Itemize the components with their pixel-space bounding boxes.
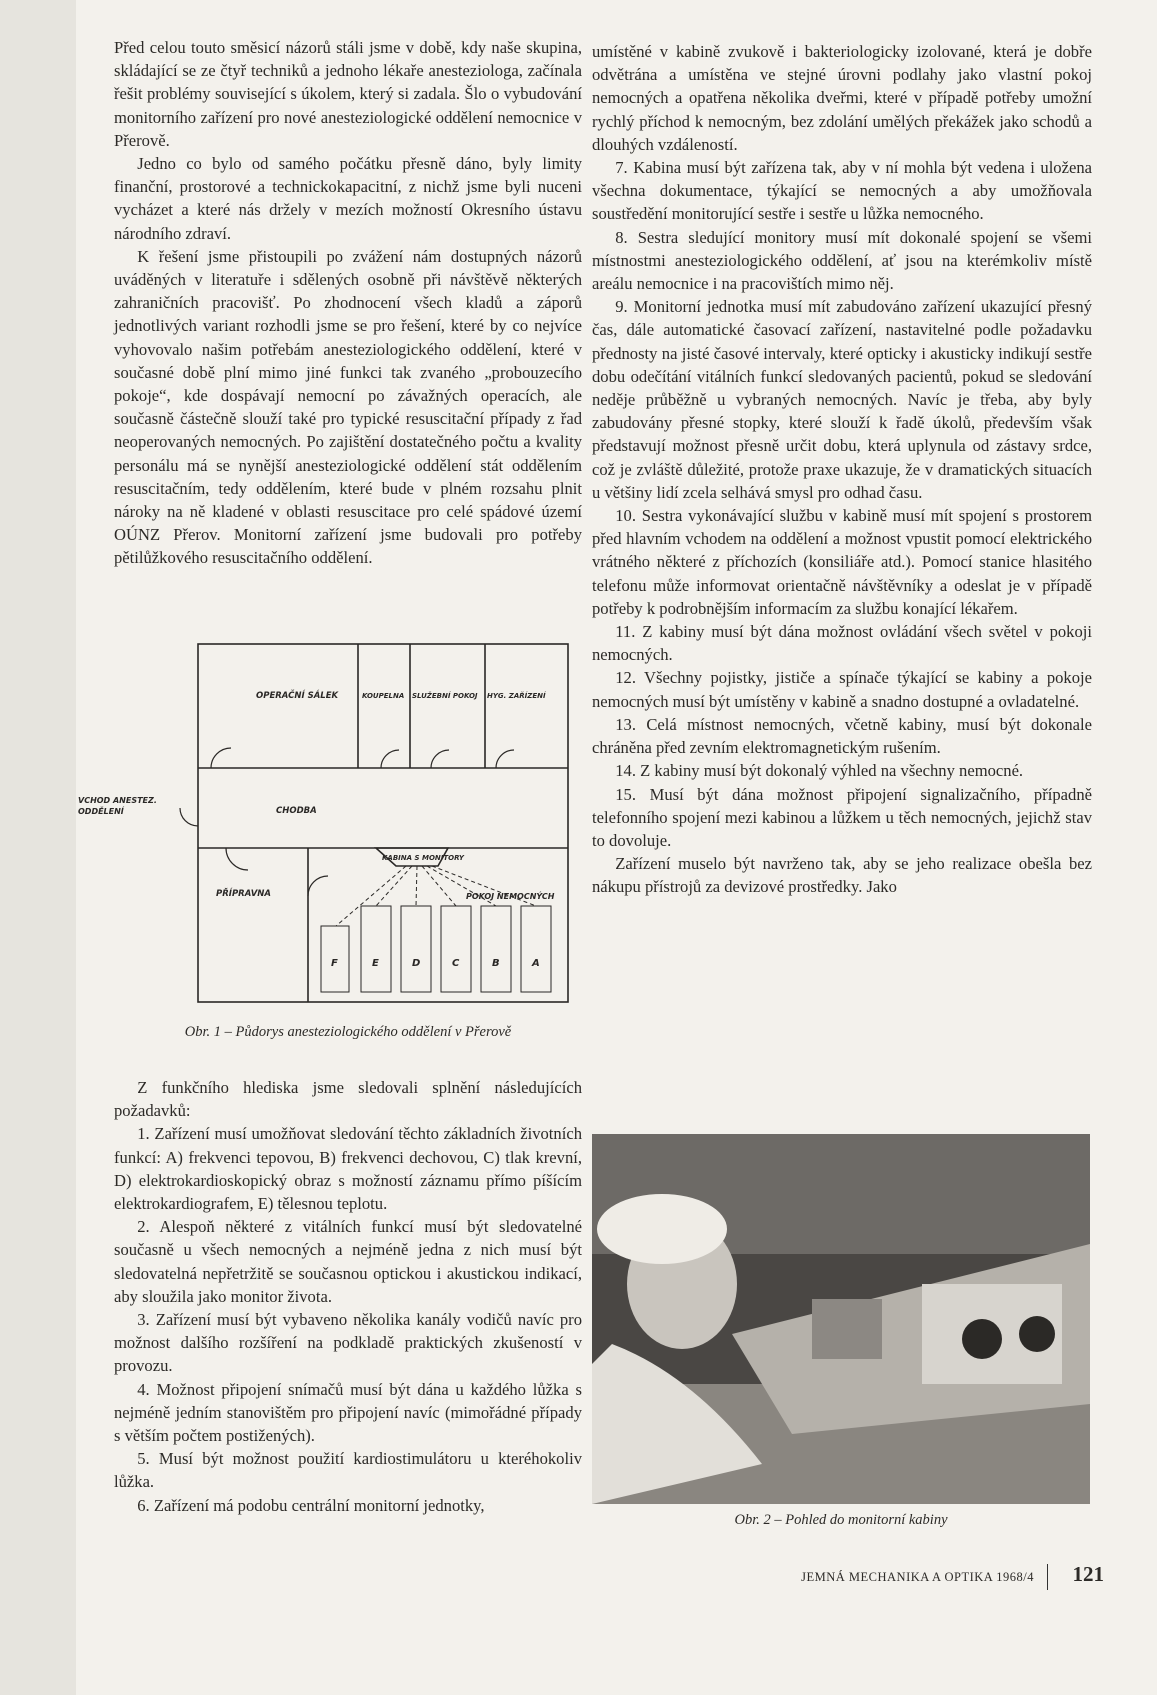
figure2-caption: Obr. 2 – Pohled do monitorní kabiny (734, 1512, 948, 1528)
paragraph: 11. Z kabiny musí být dána možnost ovládání všech světel v pokoji nemocných. (592, 622, 1092, 665)
label-entrance-2: ODDĚLENÍ (78, 807, 124, 816)
paragraph: 8. Sestra sledující monitory musí mít dokonalé spojení se všemi místnostmi anesteziologického oddělení, ať jsou na kterémkoliv místě areálu nemocnice i na pracovištích mimo něj. (592, 227, 1092, 294)
bed-label: E (372, 958, 379, 969)
label-patient-room: POKOJ NEMOCNÝCH (466, 892, 555, 901)
label-prep-room: PŘÍPRAVNA (216, 889, 271, 899)
label-cabin: KABINA S MONITORY (382, 854, 464, 862)
label-entrance: VCHOD ANESTEZ. (78, 796, 157, 805)
paragraph: 4. Možnost připojení snímačů musí být dána u každého lůžka s nejméně jedním stanovištěm pro připojení navíc (mimořádné případy s větším počtem postižených). (114, 1379, 582, 1446)
left-column-text (114, 36, 582, 570)
paragraph: Jedno co bylo od samého počátku přesně dáno, byly limity finanční, prostorové a technickokapacitní, z nichž jsme byli nuceni vycházet a které nás držely v mezích možností Okresního ústavu národního zdraví. (114, 154, 582, 243)
label-corridor: CHODBA (276, 806, 317, 816)
paragraph: 9. Monitorní jednotka musí mít zabudováno zařízení ukazující přesný čas, dále automatické časovací zařízení, nastavitelné podle požadavku přednosty na jisté časové intervaly, které opticky i akusticky indikují sestře dobu odečítání vitálních funkcí sledovaných pacientů, pokud se sledování neděje průběžně u vybraných nemocných. Navíc je třeba, aby byly zabudovány přesné stopky, které slouží k řadě úkolů, především však představují možnost přesně určit dobu, která uplynula od zástavy srdce, což je zvláště důležité, protože praxe ukazuje, že v dramatických situacích u většiny lidí zcela selhává smysl pro odhad času. (592, 297, 1092, 502)
paragraph: 7. Kabina musí být zařízena tak, aby v ní mohla být vedena i uložena všechna dokumentace, týkající se nemocných a aby umožňovala soustředění monitorující sestře i sestře u lůžka nemocného. (592, 158, 1092, 224)
footer-divider (1047, 1564, 1048, 1590)
floor-plan-drawing (76, 636, 582, 1028)
paragraph: 14. Z kabiny musí být dokonalý výhled na všechny nemocné. (615, 761, 1024, 781)
paragraph: 15. Musí být dána možnost připojení signalizačního, případně telefonního spojení mezi kabinou a lůžkem u těch nemocných, jejichž stav to dovoluje. (592, 784, 1092, 850)
label-hygiene: HYG. ZAŘÍZENÍ (487, 692, 546, 700)
paragraph: 13. Celá místnost nemocných, včetně kabiny, musí být dokonale chráněna před zevním elektromagnetickým rušením. (592, 714, 1092, 758)
page-footer (684, 1562, 1104, 1592)
paragraph: 2. Alespoň některé z vitálních funkcí musí být sledovatelné současně u všech nemocných a nejméně jedna z nich musí být sledovatelná nepřetržitě se současnou optickou i akustickou indikací, aby sloužila jako monitor života. (114, 1217, 582, 1306)
bed-label: C (452, 958, 460, 969)
label-operating-room: OPERAČNÍ SÁLEK (256, 691, 339, 701)
paragraph: Zařízení muselo být navrženo tak, aby se jeho realizace obešla bez nákupu přístrojů za devizové prostředky. Jako (592, 854, 1092, 897)
right-column-text (592, 40, 1092, 899)
paragraph: Z funkčního hlediska jsme sledovali splnění následujících požadavků: (114, 1078, 582, 1121)
paragraph: 10. Sestra vykonávající službu v kabině musí mít spojení s prostorem před hlavním vchodem na oddělení a možnost vpustit pomocí elektrického vrátného některé z příchozích (konsiliáře atd.). Pomocí stanice hlasitého telefonu může informovat orientačně návštěvníky a odeslat je v případě potřeby k podrobnějším informacím za službu konající lékařem. (592, 506, 1092, 618)
paragraph: 12. Všechny pojistky, jističe a spínače týkající se kabiny a pokoje nemocných musí být umístěny v kabině a snadno dostupné a ovladatelné. (592, 668, 1092, 711)
bed-label: B (492, 958, 500, 969)
paragraph: Před celou touto směsicí názorů stáli jsme v době, kdy naše skupina, skládající se ze čtyř techniků a jednoho lékaře anesteziologa, začínala řešit problémy související s úkolem, který si zadala. Šlo o vybudování monitorního zařízení pro nové anesteziologické oddělení nemocnice v Přerově. (114, 38, 582, 150)
bed-label: F (331, 958, 338, 969)
paragraph: 3. Zařízení musí být vybaveno několika kanály vodičů navíc pro možnost dalšího rozšíření na podkladě praktických zkušeností v provozu. (114, 1310, 582, 1376)
left-column-requirements (114, 1076, 582, 1517)
journal-name: JEMNÁ MECHANIKA A OPTIKA 1968/4 (801, 1570, 1034, 1584)
floor-plan-figure (76, 636, 582, 1028)
figure1-caption: Obr. 1 – Půdorys anesteziologického oddělení v Přerově (184, 1024, 512, 1040)
paragraph: K řešení jsme přistoupili po zvážení nám dostupných názorů uváděných v literatuře i sdělených osobně při návštěvě některých zahraničních pracovišť. Po zhodnocení všech kladů a záporů jednotlivých variant rozhodli jsme se pro řešení, které by co nejvíce vyhovovalo našim potřebám anesteziologického oddělení, které v současné době plní mimo jiné funkci tak zvaného „probouzecího pokoje“, kde dospávají nemocní po závažných operacích, ale současně částečně slouží také pro typické resuscitační případy z řad neoperovaných nemocných. Po zajištění dostatečného počtu a kvality personálu má se nynější anesteziologické oddělení stát oddělením resuscitačním, tedy oddělením, které bude v plném rozsahu plnit nároky na ně kladené v oblasti resuscitace pro celé spádové území OÚNZ Přerov. Monitorní zařízení jsme budovali pro potřeby pětilůžkového resuscitačního oddělení. (114, 246, 582, 568)
photo-illustration (592, 1134, 1090, 1504)
paragraph: 1. Zařízení musí umožňovat sledování těchto základních životních funkcí: A) frekvenci tepovou, B) frekvenci dechovou, C) tlak krevní, D) elektrokardioskopický obraz s možností záznamu přímo píšícím elektrokardiografem, E) tělesnou teplotu. (114, 1124, 582, 1214)
monitor-cabin-photo (592, 1134, 1090, 1504)
page-number: 121 (1072, 1562, 1104, 1586)
paragraph: 5. Musí být možnost použití kardiostimulátoru u kteréhokoliv lůžka. (114, 1449, 582, 1492)
bed-label: A (532, 958, 540, 969)
label-bathroom: KOUPELNA (362, 692, 405, 700)
label-staff-room: SLUŽEBNÍ POKOJ (412, 692, 478, 700)
paragraph: 6. Zařízení má podobu centrální monitorní jednotky, (137, 1495, 485, 1515)
paragraph: umístěné v kabině zvukově i bakteriologicky izolované, která je dobře odvětrána a umístěna ve stejné úrovni podlahy jako vlastní pokoj nemocných a opatřena několika dveřmi, které v případě potřeby umožní rychlý příchod k nemocným, bez zdolání umělých překážek jako schodů a dlouhých vzdáleností. (592, 42, 1092, 154)
bed-label: D (412, 958, 421, 969)
